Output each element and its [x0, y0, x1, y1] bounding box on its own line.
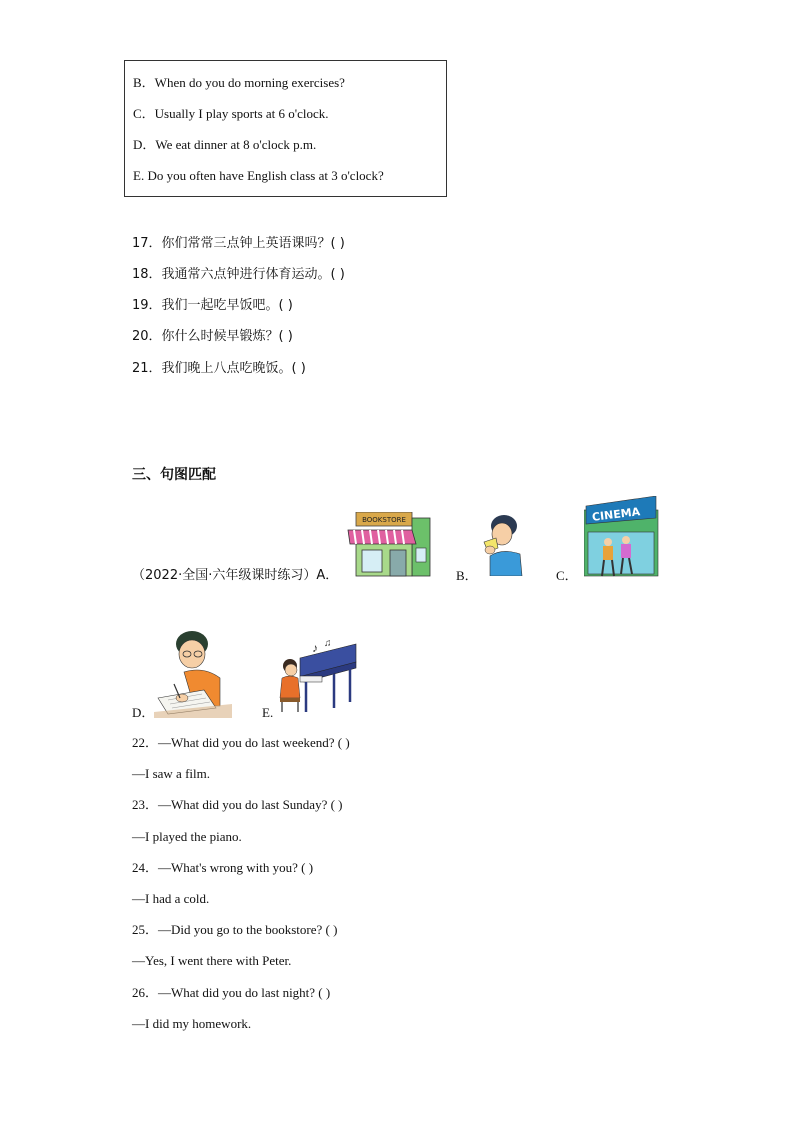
question-25: 25．—Did you go to the bookstore? ( ) — [132, 922, 338, 937]
svg-text:♫: ♫ — [324, 638, 332, 649]
question-17: 17．你们常常三点钟上英语课吗？( ) — [132, 236, 345, 251]
source-line: （2022·全国·六年级课时练习）A． — [132, 568, 339, 583]
svg-text:♪: ♪ — [312, 641, 318, 655]
label-e: E. — [262, 705, 274, 720]
question-22: 22．—What did you do last weekend? ( ) — [132, 735, 350, 750]
answer-22: —I saw a film. — [132, 766, 210, 781]
sick-boy-picture — [476, 512, 524, 576]
answer-23: —I played the piano. — [132, 829, 242, 844]
section-title: 三、句图匹配 — [132, 467, 216, 483]
bookstore-sign: BOOKSTORE — [362, 516, 406, 524]
label-d: D． — [132, 705, 155, 720]
option-c: C．Usually I play sports at 6 o'clock. — [133, 106, 329, 121]
question-26: 26．—What did you do last night? ( ) — [132, 985, 331, 1000]
option-b: B．When do you do morning exercises? — [133, 75, 345, 90]
label-b: B． — [456, 568, 478, 583]
question-24: 24．—What's wrong with you? ( ) — [132, 860, 314, 875]
homework-boy-picture — [154, 628, 232, 718]
bookstore-picture — [346, 512, 432, 578]
answer-25: —Yes, I went there with Peter. — [132, 953, 292, 968]
cinema-picture — [584, 496, 660, 578]
option-d: D．We eat dinner at 8 o'clock p.m. — [133, 137, 317, 152]
question-23: 23．—What did you do last Sunday? ( ) — [132, 797, 343, 812]
option-e: E. Do you often have English class at 3 o'clock? — [133, 168, 384, 183]
answer-26: —I did my homework. — [132, 1016, 252, 1031]
question-21: 21．我们晚上八点吃晚饭。( ) — [132, 361, 306, 376]
cinema-sign: CINEMA — [591, 505, 641, 524]
piano-girl-picture — [276, 638, 360, 716]
question-20: 20．你什么时候早锻炼？( ) — [132, 329, 293, 344]
options-box — [124, 60, 447, 197]
question-18: 18．我通常六点钟进行体育运动。( ) — [132, 267, 345, 282]
question-19: 19．我们一起吃早饭吧。( ) — [132, 298, 293, 313]
label-c: C． — [556, 568, 578, 583]
answer-24: —I had a cold. — [132, 891, 210, 906]
